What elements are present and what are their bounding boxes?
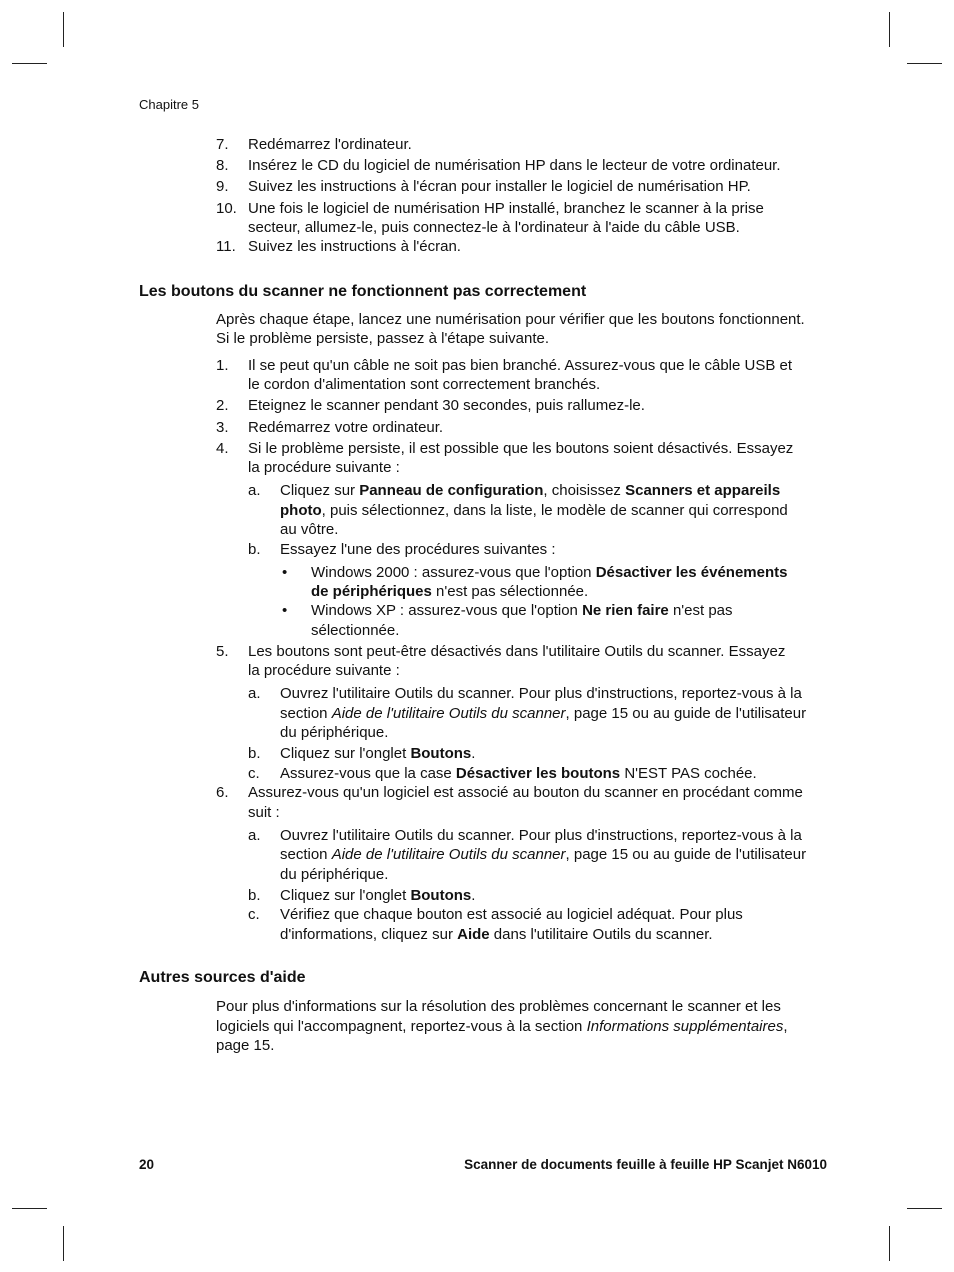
bullet-text: Windows XP : assurez-vous que l'option Ne rien faire n'est pas [311,602,733,619]
crop-mark [12,1208,47,1209]
step-text: suit : [248,804,280,821]
substep-text: Cliquez sur Panneau de configuration, choisissez Scanners et appareils [280,482,781,499]
substep-text: Assurez-vous que la case Désactiver les boutons N'EST PAS cochée. [280,765,757,782]
substep-text: Cliquez sur l'onglet Boutons. [280,745,476,762]
step-text: la procédure suivante : [248,459,400,476]
page-number: 20 [139,1157,155,1172]
crop-mark [889,1226,890,1261]
section-title: Autres sources d'aide [139,969,306,986]
list-item: Suivez les instructions à l'écran pour installer le logiciel de numérisation HP. [248,178,751,195]
substep-letter: b. [248,887,261,904]
paragraph: page 15. [216,1037,275,1054]
list-number: 8. [216,157,229,174]
step-number: 1. [216,357,229,374]
substep-text: du périphérique. [280,866,389,883]
step-text: Redémarrez votre ordinateur. [248,419,444,436]
paragraph: Pour plus d'informations sur la résolution des problèmes concernant le scanner et les [216,998,781,1015]
crop-mark [63,12,64,47]
section-title: Les boutons du scanner ne fonctionnent pas correctement [139,283,587,300]
substep-letter: a. [248,685,261,702]
substep-letter: c. [248,906,260,923]
substep-letter: a. [248,482,261,499]
step-text: Eteignez le scanner pendant 30 secondes, puis rallumez-le. [248,397,645,414]
crop-mark [907,1208,942,1209]
substep-text: d'informations, cliquez sur Aide dans l'utilitaire Outils du scanner. [280,926,713,943]
step-number: 5. [216,643,229,660]
step-text: Assurez-vous qu'un logiciel est associé au bouton du scanner en procédant comme [248,784,803,801]
substep-text: Essayez l'une des procédures suivantes : [280,541,556,558]
chapter-header: Chapitre 5 [139,97,199,112]
intro-paragraph: Si le problème persiste, passez à l'étape suivante. [216,330,550,347]
step-text: Il se peut qu'un câble ne soit pas bien branché. Assurez-vous que le câble USB et [248,357,793,374]
crop-mark [63,1226,64,1261]
substep-text: au vôtre. [280,521,339,538]
list-number: 11. [216,238,236,255]
bullet: • [282,564,288,581]
substep-text: du périphérique. [280,724,389,741]
step-number: 3. [216,419,229,436]
substep-letter: a. [248,827,261,844]
list-item-continued: secteur, allumez-le, puis connectez-le à l'ordinateur à l'aide du câble USB. [248,219,740,236]
paragraph: logiciels qui l'accompagnent, reportez-vous à la section Informations supplémentaires, [216,1018,788,1035]
crop-mark [907,63,942,64]
step-number: 6. [216,784,229,801]
list-item: Une fois le logiciel de numérisation HP installé, branchez le scanner à la prise [248,200,764,217]
intro-paragraph: Après chaque étape, lancez une numérisation pour vérifier que les boutons fonctionnent. [216,311,805,328]
substep-text: Vérifiez que chaque bouton est associé au logiciel adéquat. Pour plus [280,906,743,923]
list-number: 10. [216,200,237,217]
substep-letter: c. [248,765,260,782]
bullet-text: sélectionnée. [311,622,400,639]
bullet-text: de périphériques n'est pas sélectionnée. [311,583,589,600]
crop-mark [12,63,47,64]
substep-text: Cliquez sur l'onglet Boutons. [280,887,476,904]
footer-product-title: Scanner de documents feuille à feuille HP Scanjet N6010 [464,1157,827,1172]
list-item: Suivez les instructions à l'écran. [248,238,461,255]
substep-text: Ouvrez l'utilitaire Outils du scanner. Pour plus d'instructions, reportez-vous à la [280,827,802,844]
bullet: • [282,602,288,619]
substep-text: section Aide de l'utilitaire Outils du scanner, page 15 ou au guide de l'utilisateur [280,846,807,863]
step-text: Les boutons sont peut-être désactivés dans l'utilitaire Outils du scanner. Essayez [248,643,786,660]
bullet-text: Windows 2000 : assurez-vous que l'option Désactiver les événements [311,564,788,581]
list-item: Redémarrez l'ordinateur. [248,136,412,153]
crop-mark [889,12,890,47]
list-number: 7. [216,136,229,153]
substep-text: photo, puis sélectionnez, dans la liste, le modèle de scanner qui correspond [280,502,788,519]
substep-letter: b. [248,541,261,558]
substep-text: section Aide de l'utilitaire Outils du scanner, page 15 ou au guide de l'utilisateur [280,705,807,722]
step-number: 4. [216,440,229,457]
substep-letter: b. [248,745,261,762]
step-text: Si le problème persiste, il est possible que les boutons soient désactivés. Essayez [248,440,794,457]
step-number: 2. [216,397,229,414]
substep-text: Ouvrez l'utilitaire Outils du scanner. Pour plus d'instructions, reportez-vous à la [280,685,802,702]
step-text: le cordon d'alimentation sont correctement branchés. [248,376,601,393]
list-item: Insérez le CD du logiciel de numérisation HP dans le lecteur de votre ordinateur. [248,157,781,174]
step-text: la procédure suivante : [248,662,400,679]
list-number: 9. [216,178,229,195]
